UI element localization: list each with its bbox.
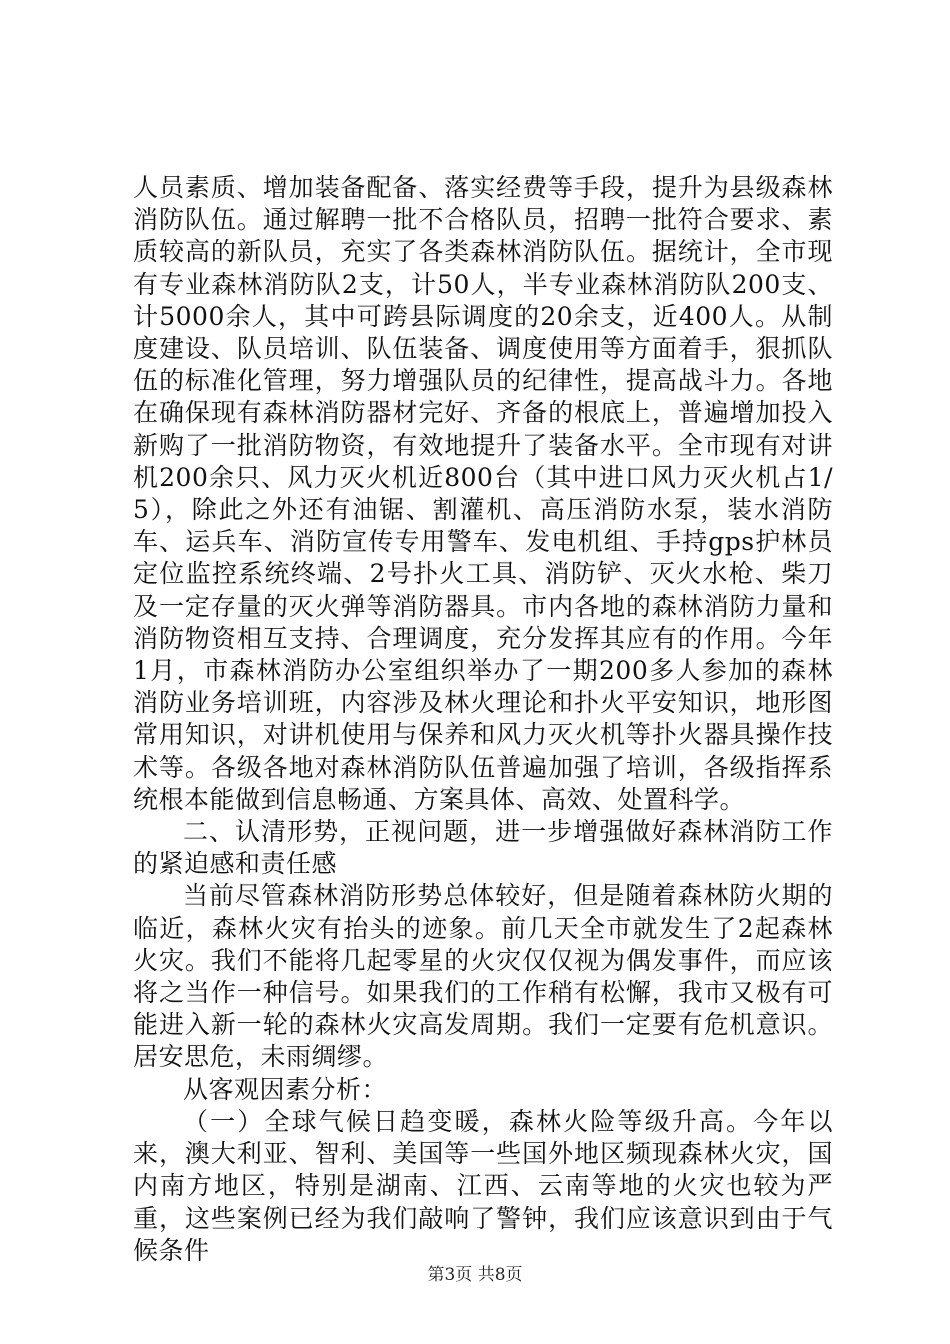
paragraph-current-situation: 当前尽管森林消防形势总体较好，但是随着森林防火期的临近，森林火灾有抬头的迹象。前几天全市就发生了2起森林火灾。我们不能将几起零星的火灾仅仅视为偶发事件，而应该将之当作一种信号。如果我们的工作稍有松懈，我市又极有可能进入新一轮的森林火灾高发周期。我们一定要有危机意识。居安思危，未雨绸缪。	[133, 881, 833, 1072]
paragraph-climate-warming: （一）全球气候日趋变暖，森林火险等级升高。今年以来，澳大利亚、智利、美国等一些国外地区频现森林火灾，国内南方地区，特别是湖南、江西、云南等地的火灾也较为严重，这些案例已经为我们敲响了警钟，我们应该意识到由于气候条件	[133, 1106, 833, 1265]
page-number-footer: 第3页 共8页	[427, 1265, 523, 1285]
paragraph-objective-factors: 从客观因素分析：	[183, 1074, 388, 1104]
document-body	[133, 172, 833, 1267]
section-heading-two: 二、认清形势，正视问题，进一步增强做好森林消防工作的紧迫感和责任感	[133, 817, 833, 879]
paragraph-team-building: 人员素质、增加装备配备、落实经费等手段，提升为县级森林消防队伍。通过解聘一批不合格队员，招聘一批符合要求、素质较高的新队员，充实了各类森林消防队伍。据统计，全市现有专业森林消防队2支，计50人，半专业森林消防队200支、计5000余人，其中可跨县际调度的20余支，近400人。从制度建设、队员培训、队伍装备、调度使用等方面着手，狠抓队伍的标准化管理，努力增强队员的纪律性，提高战斗力。各地在确保现有森林消防器材完好、齐备的根底上，普遍增加投入新购了一批消防物资，有效地提升了装备水平。全市现有对讲机200余只、风力灭火机近800台（其中进口风力灭火机占1/5），除此之外还有油锯、割灌机、高压消防水泵，装水消防车、运兵车、消防宣传专用警车、发电机组、手持gps护林员定位监控系统终端、2号扑火工具、消防铲、灭火水枪、柴刀及一定存量的灭火弹等消防器具。市内各地的森林消防力量和消防物资相互支持、合理调度，充分发挥其应有的作用。今年1月，市森林消防办公室组织举办了一期200多人参加的森林消防业务培训班，内容涉及林火理论和扑火平安知识，地形图常用知识，对讲机使用与保养和风力灭火机等扑火器具操作技术等。各级各地对森林消防队伍普遍加强了培训，各级指挥系统根本能做到信息畅通、方案具体、高效、处置科学。	[133, 173, 833, 814]
